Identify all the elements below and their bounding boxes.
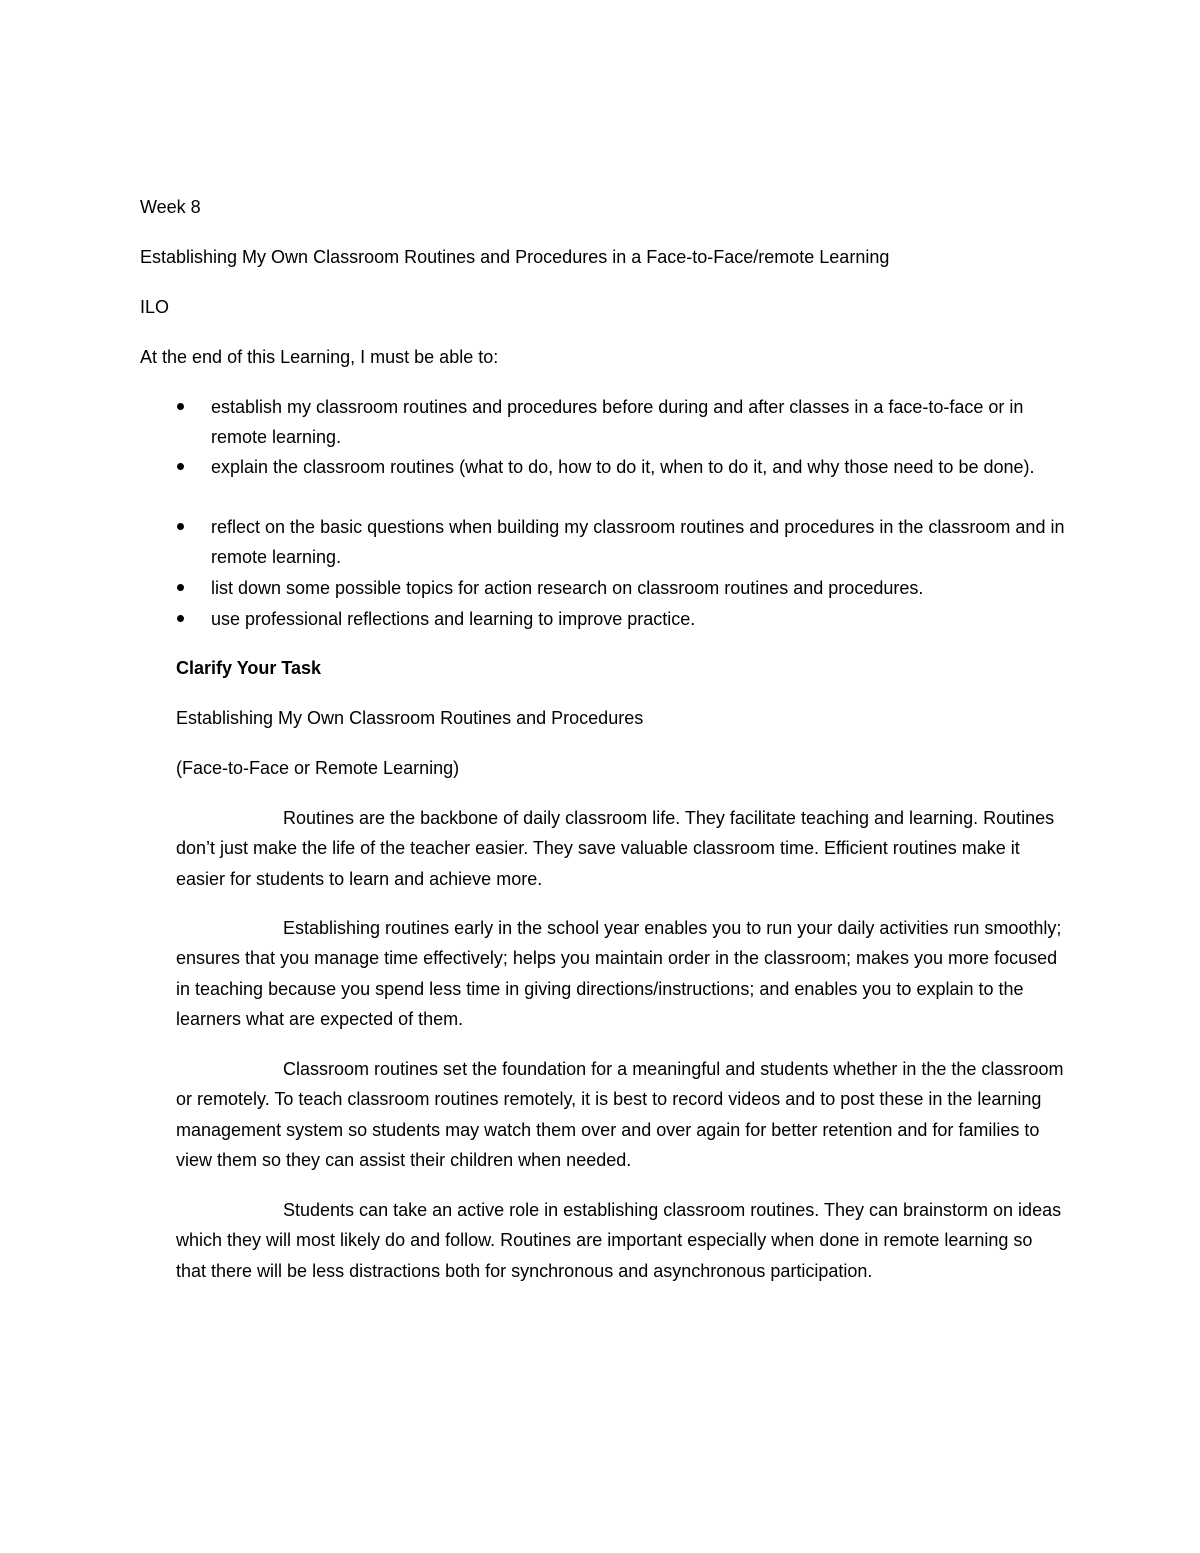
objective-item: explain the classroom routines (what to do, how to do it, when to do it, and why those need to be done). — [211, 457, 1035, 477]
objective-item: list down some possible topics for action research on classroom routines and procedures. — [211, 578, 924, 598]
paragraph-student-role: Students can take an active role in establishing classroom routines. They can brainstorm on ideas which they will most likely do and follow. Routines are important especially when done in remote learning so that there will be less distractions both for synchronous and asynchronous participation. — [176, 1200, 1062, 1281]
bullet-icon — [177, 463, 184, 470]
paragraph-routines-backbone: Routines are the backbone of daily classroom life. They facilitate teaching and learning. Routines don’t just make the life of the teacher easier. They save valuable classroom time. Efficient routines make it easier for students to learn and achieve more. — [176, 808, 1055, 889]
task-subtitle: (Face-to-Face or Remote Learning) — [176, 758, 460, 778]
bullet-icon — [177, 523, 184, 530]
objective-item: establish my classroom routines and procedures before during and after classes in a face-to-face or in remote learning. — [211, 397, 1024, 447]
task-heading: Clarify Your Task — [176, 658, 322, 678]
objective-item: reflect on the basic questions when building my classroom routines and procedures in the classroom and in remote learning. — [211, 517, 1065, 567]
ilo-label: ILO — [140, 297, 170, 317]
intro-text: At the end of this Learning, I must be able to: — [140, 347, 499, 367]
bullet-icon — [177, 615, 184, 622]
objective-item: use professional reflections and learning to improve practice. — [211, 609, 696, 629]
task-title: Establishing My Own Classroom Routines and Procedures — [176, 708, 644, 728]
paragraph-remote-routines: Classroom routines set the foundation for a meaningful and students whether in the the classroom or remotely. To teach classroom routines remotely, it is best to record videos and to post these in the learning management system so students may watch them over and over again for better retention and for families to view them so they can assist their children when needed. — [176, 1059, 1064, 1170]
bullet-icon — [177, 584, 184, 591]
week-label: Week 8 — [140, 197, 201, 217]
document-title: Establishing My Own Classroom Routines and Procedures in a Face-to-Face/remote Learning — [140, 247, 890, 267]
bullet-icon — [177, 403, 184, 410]
paragraph-establishing-early: Establishing routines early in the school year enables you to run your daily activities run smoothly; ensures that you manage time effectively; helps you maintain order in the classroom; makes you more focused in teaching because you spend less time in giving directions/instructions; and enables you to explain to the learners what are expected of them. — [176, 918, 1062, 1029]
